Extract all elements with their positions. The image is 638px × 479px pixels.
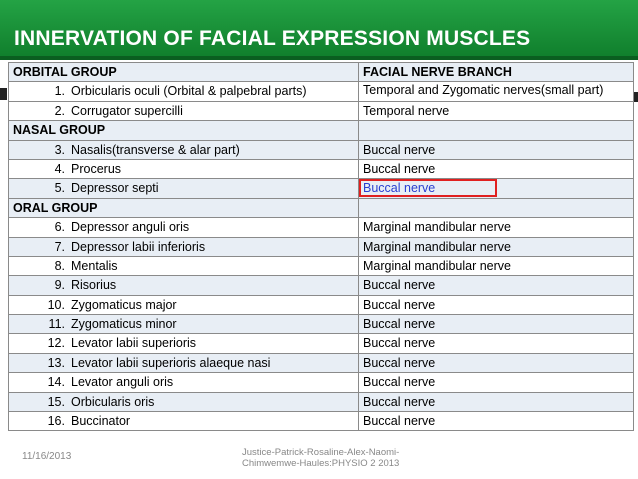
row-number: 16. xyxy=(47,414,65,429)
group-row-oral xyxy=(9,198,634,217)
row-number: 7. xyxy=(54,239,65,254)
muscle-cell xyxy=(9,373,359,392)
table-row xyxy=(9,276,634,295)
row-number: 8. xyxy=(54,258,65,273)
row-number: 13. xyxy=(47,355,65,370)
muscle-cell xyxy=(9,295,359,314)
muscle-cell xyxy=(9,218,359,237)
slide-title: INNERVATION OF FACIAL EXPRESSION MUSCLES xyxy=(14,27,531,50)
muscle-name: Zygomaticus major xyxy=(71,297,177,312)
table-row xyxy=(9,373,634,392)
nerve-cell: Marginal mandibular nerve xyxy=(359,237,634,256)
nerve-cell: Buccal nerve xyxy=(359,334,634,353)
nerve-cell: Buccal nerve xyxy=(359,315,634,334)
muscle-name: Risorius xyxy=(71,278,117,293)
table-row xyxy=(9,218,634,237)
table-row xyxy=(9,295,634,314)
muscle-cell xyxy=(9,159,359,178)
muscle-name: Zygomaticus minor xyxy=(71,317,177,332)
row-number: 14. xyxy=(47,375,65,390)
muscle-name: Nasalis(transverse & alar part) xyxy=(71,142,240,157)
muscle-name: Corrugator supercilli xyxy=(71,103,183,118)
nerve-cell: Buccal nerve xyxy=(359,159,634,178)
nerve-cell: Temporal and Zygomatic nerves(small part) xyxy=(359,82,634,101)
muscle-name: Levator labii superioris xyxy=(71,336,197,351)
nerve-cell: Buccal nerve xyxy=(359,353,634,372)
nerve-cell: Buccal nerve xyxy=(359,140,634,159)
nerve-cell: Temporal nerve xyxy=(359,101,634,120)
muscle-cell xyxy=(9,334,359,353)
muscle-cell xyxy=(9,353,359,372)
innervation-table xyxy=(8,62,634,431)
row-number: 15. xyxy=(47,394,65,409)
nerve-cell: Buccal nerve xyxy=(359,392,634,411)
nerve-cell: Buccal nerve xyxy=(359,276,634,295)
row-number: 2. xyxy=(54,103,65,118)
muscle-name: Procerus xyxy=(71,161,122,176)
row-number: 11. xyxy=(48,317,65,332)
group-empty-cell xyxy=(359,121,634,140)
row-number: 9. xyxy=(54,278,65,293)
table-row xyxy=(9,82,634,101)
nerve-cell: Buccal nerve xyxy=(359,295,634,314)
muscle-name: Depressor septi xyxy=(71,181,159,196)
header-nerve-branch: FACIAL NERVE BRANCH xyxy=(359,63,634,82)
table-row xyxy=(9,412,634,431)
table-row xyxy=(9,315,634,334)
muscle-cell xyxy=(9,412,359,431)
nerve-cell: Marginal mandibular nerve xyxy=(359,256,634,275)
group-label: ORAL GROUP xyxy=(9,198,359,217)
nerve-cell: Buccal nerve xyxy=(359,412,634,431)
table-header-row xyxy=(9,63,634,82)
muscle-name: Depressor labii inferioris xyxy=(71,239,206,254)
group-row-nasal xyxy=(9,121,634,140)
table-row xyxy=(9,179,634,198)
muscle-cell xyxy=(9,392,359,411)
row-number: 3. xyxy=(54,142,65,157)
row-number: 6. xyxy=(54,220,65,235)
table-row xyxy=(9,159,634,178)
left-edge-mark xyxy=(0,88,7,100)
footer-author: Justice-Patrick-Rosaline-Alex-Naomi-Chimwemwe-Haules:PHYSIO 2 2013 xyxy=(242,447,400,469)
footer-date: 11/16/2013 xyxy=(22,451,72,462)
muscle-name: Orbicularis oris xyxy=(71,394,155,409)
muscle-name: Buccinator xyxy=(71,414,131,429)
muscle-cell xyxy=(9,315,359,334)
muscle-name: Depressor anguli oris xyxy=(71,220,190,235)
muscle-name: Levator labii superioris alaeque nasi xyxy=(71,355,271,370)
table-row xyxy=(9,392,634,411)
table-row xyxy=(9,334,634,353)
table-row xyxy=(9,256,634,275)
nerve-cell: Marginal mandibular nerve xyxy=(359,218,634,237)
row-number: 5. xyxy=(54,181,65,196)
muscle-cell xyxy=(9,82,359,101)
muscle-cell xyxy=(9,256,359,275)
group-label: NASAL GROUP xyxy=(9,121,359,140)
muscle-name: Orbicularis oculi (Orbital & palpebral parts) xyxy=(71,84,307,99)
row-number: 12. xyxy=(47,336,65,351)
table-row xyxy=(9,140,634,159)
muscle-cell xyxy=(9,140,359,159)
highlighted-nerve: Buccal nerve xyxy=(359,179,497,197)
table-row xyxy=(9,101,634,120)
muscle-name: Levator anguli oris xyxy=(71,375,174,390)
header-muscle-group: ORBITAL GROUP xyxy=(9,63,359,82)
muscle-cell xyxy=(9,179,359,198)
row-number: 1. xyxy=(54,84,65,99)
muscle-cell xyxy=(9,276,359,295)
muscle-cell xyxy=(9,101,359,120)
muscle-name: Mentalis xyxy=(71,258,118,273)
nerve-cell xyxy=(359,179,634,198)
table-row xyxy=(9,237,634,256)
nerve-cell: Buccal nerve xyxy=(359,373,634,392)
muscle-cell xyxy=(9,237,359,256)
group-empty-cell xyxy=(359,198,634,217)
row-number: 4. xyxy=(54,161,65,176)
table-row xyxy=(9,353,634,372)
row-number: 10. xyxy=(47,297,65,312)
